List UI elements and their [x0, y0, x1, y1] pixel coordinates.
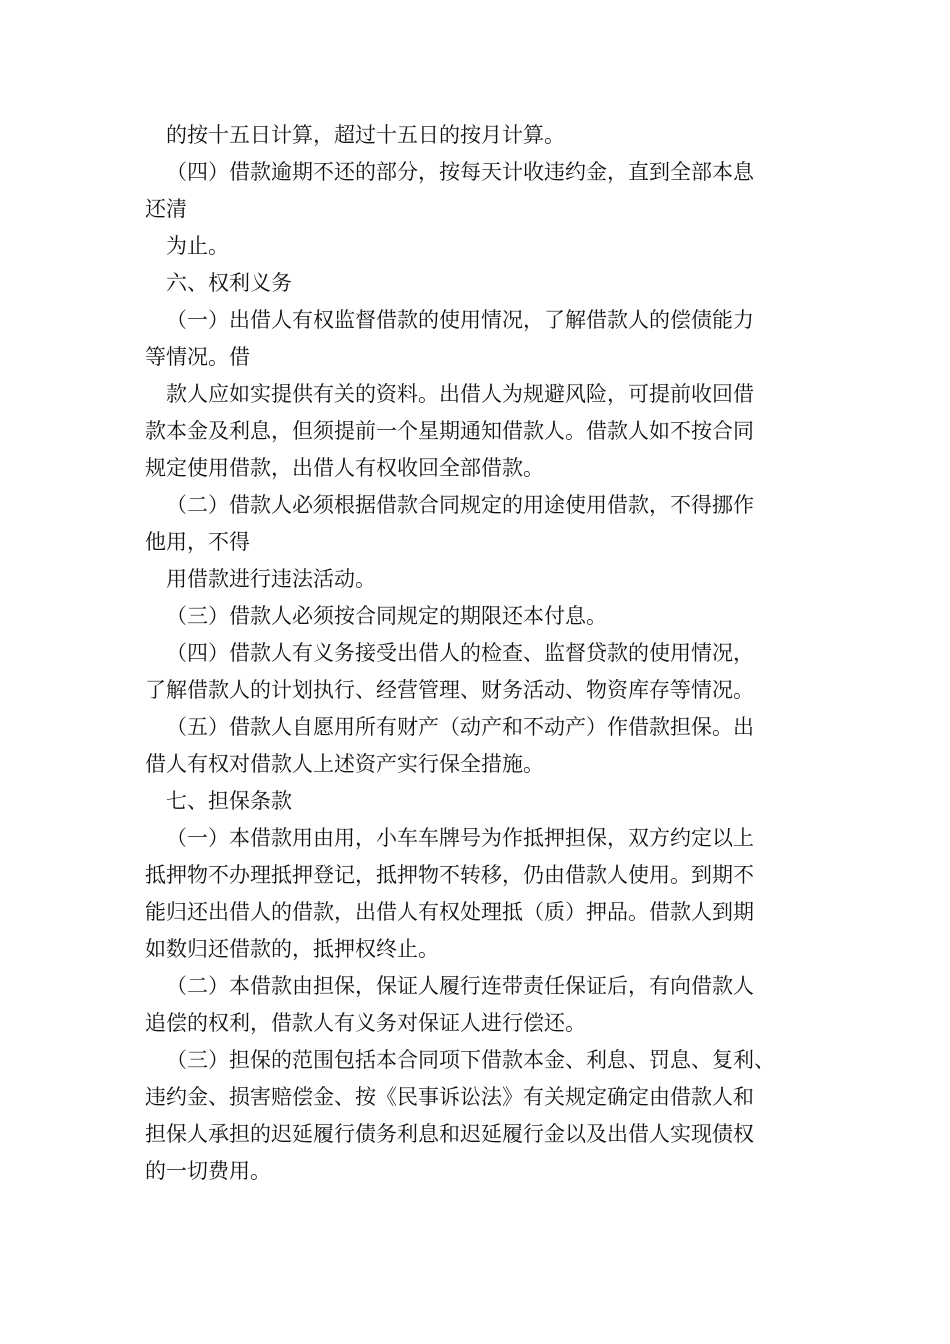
text-line: 担保人承担的迟延履行债务利息和迟延履行金以及出借人实现债权	[145, 1122, 754, 1146]
text-line: 的一切费用。	[145, 1159, 271, 1183]
text-line: 抵押物不办理抵押登记，抵押物不转移，仍由借款人使用。到期不	[145, 863, 754, 887]
section-heading: 七、担保条款	[166, 789, 292, 813]
text-line: （四）借款人有义务接受出借人的检查、监督贷款的使用情况，	[166, 641, 754, 665]
text-line: （四）借款逾期不还的部分，按每天计收违约金，直到全部本息	[166, 160, 754, 184]
text-line: （五）借款人自愿用所有财产（动产和不动产）作借款担保。出	[166, 715, 754, 739]
text-line: 了解借款人的计划执行、经营管理、财务活动、物资库存等情况。	[145, 678, 754, 702]
text-line: 等情况。借	[145, 345, 250, 369]
text-line: 他用，不得	[145, 530, 250, 554]
text-line: 款本金及利息，但须提前一个星期通知借款人。借款人如不按合同	[145, 419, 754, 443]
text-line: 借人有权对借款人上述资产实行保全措施。	[145, 752, 544, 776]
text-line: 如数归还借款的，抵押权终止。	[145, 937, 439, 961]
text-line: 用借款进行违法活动。	[166, 567, 376, 591]
text-line: （三）担保的范围包括本合同项下借款本金、利息、罚息、复利、	[166, 1048, 775, 1072]
text-line: 追偿的权利，借款人有义务对保证人进行偿还。	[145, 1011, 586, 1035]
text-line: （二）借款人必须根据借款合同规定的用途使用借款，不得挪作	[166, 493, 754, 517]
text-line: （一）本借款用由用，小车车牌号为作抵押担保，双方约定以上	[166, 826, 754, 850]
text-line: （三）借款人必须按合同规定的期限还本付息。	[166, 604, 607, 628]
text-line: 能归还出借人的借款，出借人有权处理抵（质）押品。借款人到期	[145, 900, 754, 924]
text-line: 的按十五日计算，超过十五日的按月计算。	[166, 123, 565, 147]
text-line: 还清	[145, 197, 187, 221]
text-line: （二）本借款由担保，保证人履行连带责任保证后，有向借款人	[166, 974, 754, 998]
text-line: 违约金、损害赔偿金、按《民事诉讼法》有关规定确定由借款人和	[145, 1085, 754, 1109]
text-line: （一）出借人有权监督借款的使用情况，了解借款人的偿债能力	[166, 308, 754, 332]
section-heading: 六、权利义务	[166, 271, 292, 295]
text-line: 为止。	[166, 234, 229, 258]
text-line: 规定使用借款，出借人有权收回全部借款。	[145, 456, 544, 480]
text-line: 款人应如实提供有关的资料。出借人为规避风险，可提前收回借	[166, 382, 754, 406]
document-body	[145, 117, 835, 1190]
